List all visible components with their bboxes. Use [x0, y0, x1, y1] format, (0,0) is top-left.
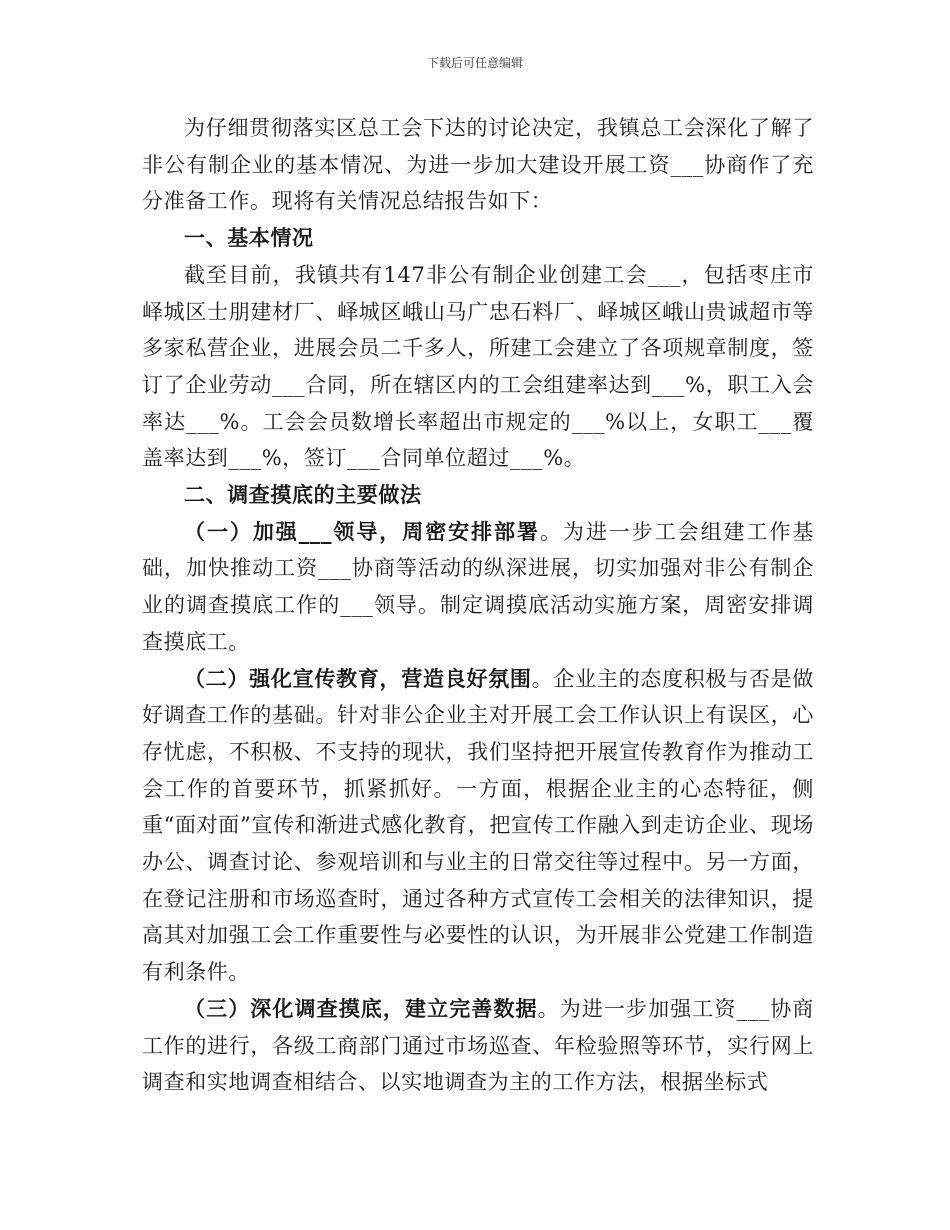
subsection-2-body: 。企业主的态度积极与否是做好调查工作的基础。针对非公企业主对开展工会工作认识上有误区，心存忧虑，不积极、不支持的现状，我们坚持把开展宣传教育作为推动工会工作的首要环节，抓紧抓好。一方面，根据企业主的心态特征，侧重“面对面”宣传和渐进式感化教育，把宣传工作融入到走访企业、现场办公、调查讨论、参观培训和与业主的日常交往等过程中。另一方面，在登记注册和市场巡查时，通过各种方式宣传工会相关的法律知识，提高其对加强工会工作重要性与必要性的认识，为开展非公党建工作制造有利条件。: [142, 666, 814, 985]
subsection-3-lead: （三）深化调查摸底，建立完善数据: [184, 995, 538, 1021]
section-2-title: 二、调查摸底的主要做法: [184, 482, 422, 508]
subsection-2-lead: （二）强化宣传教育，营造良好氛围: [184, 665, 532, 691]
subsection-3-body: 。为进一步加强工资___协商工作的进行，各级工商部门通过市场巡查、年检验照等环节，实行网上调查和实地调查相结合、以实地调查为主的工作方法，根据坐标式: [142, 996, 814, 1095]
subsection-2-paragraph: [142, 661, 814, 991]
subsection-1-lead: （一）加强___领导，周密安排部署: [184, 518, 540, 544]
page-header: 下载后可任意编辑: [426, 56, 523, 70]
section-1-title: 一、基本情况: [184, 225, 314, 251]
section-1-body: 截至目前，我镇共有147非公有制企业创建工会___，包括枣庄市峄城区士朋建材厂、峄城区峨山马广忠石料厂、峄城区峨山贵诚超市等多家私营企业，进展会员二千多人，所建工会建立了各项规章制度，签订了企业劳动___合同，所在辖区内的工会组建率达到___%，职工入会率达___%。工会会员数增长率超出市规定的___%以上，女职工___覆盖率达到___%，签订___合同单位超过___%。: [142, 262, 814, 471]
document-body: [142, 110, 814, 1101]
intro-paragraph: 为仔细贯彻落实区总工会下达的讨论决定，我镇总工会深化了解了非公有制企业的基本情况、为进一步加大建设开展工资___协商作了充分准备工作。现将有关情况总结报告如下：: [142, 116, 814, 214]
subsection-3-paragraph: [142, 991, 814, 1101]
subsection-1-paragraph: [142, 514, 814, 661]
subsection-1-body: 。为进一步工会组建工作基础，加快推动工资___协商等活动的纵深进展，切实加强对非公有制企业的调查摸底工作的___领导。制定调摸底活动实施方案，周密安排调查摸底工。: [142, 519, 814, 654]
